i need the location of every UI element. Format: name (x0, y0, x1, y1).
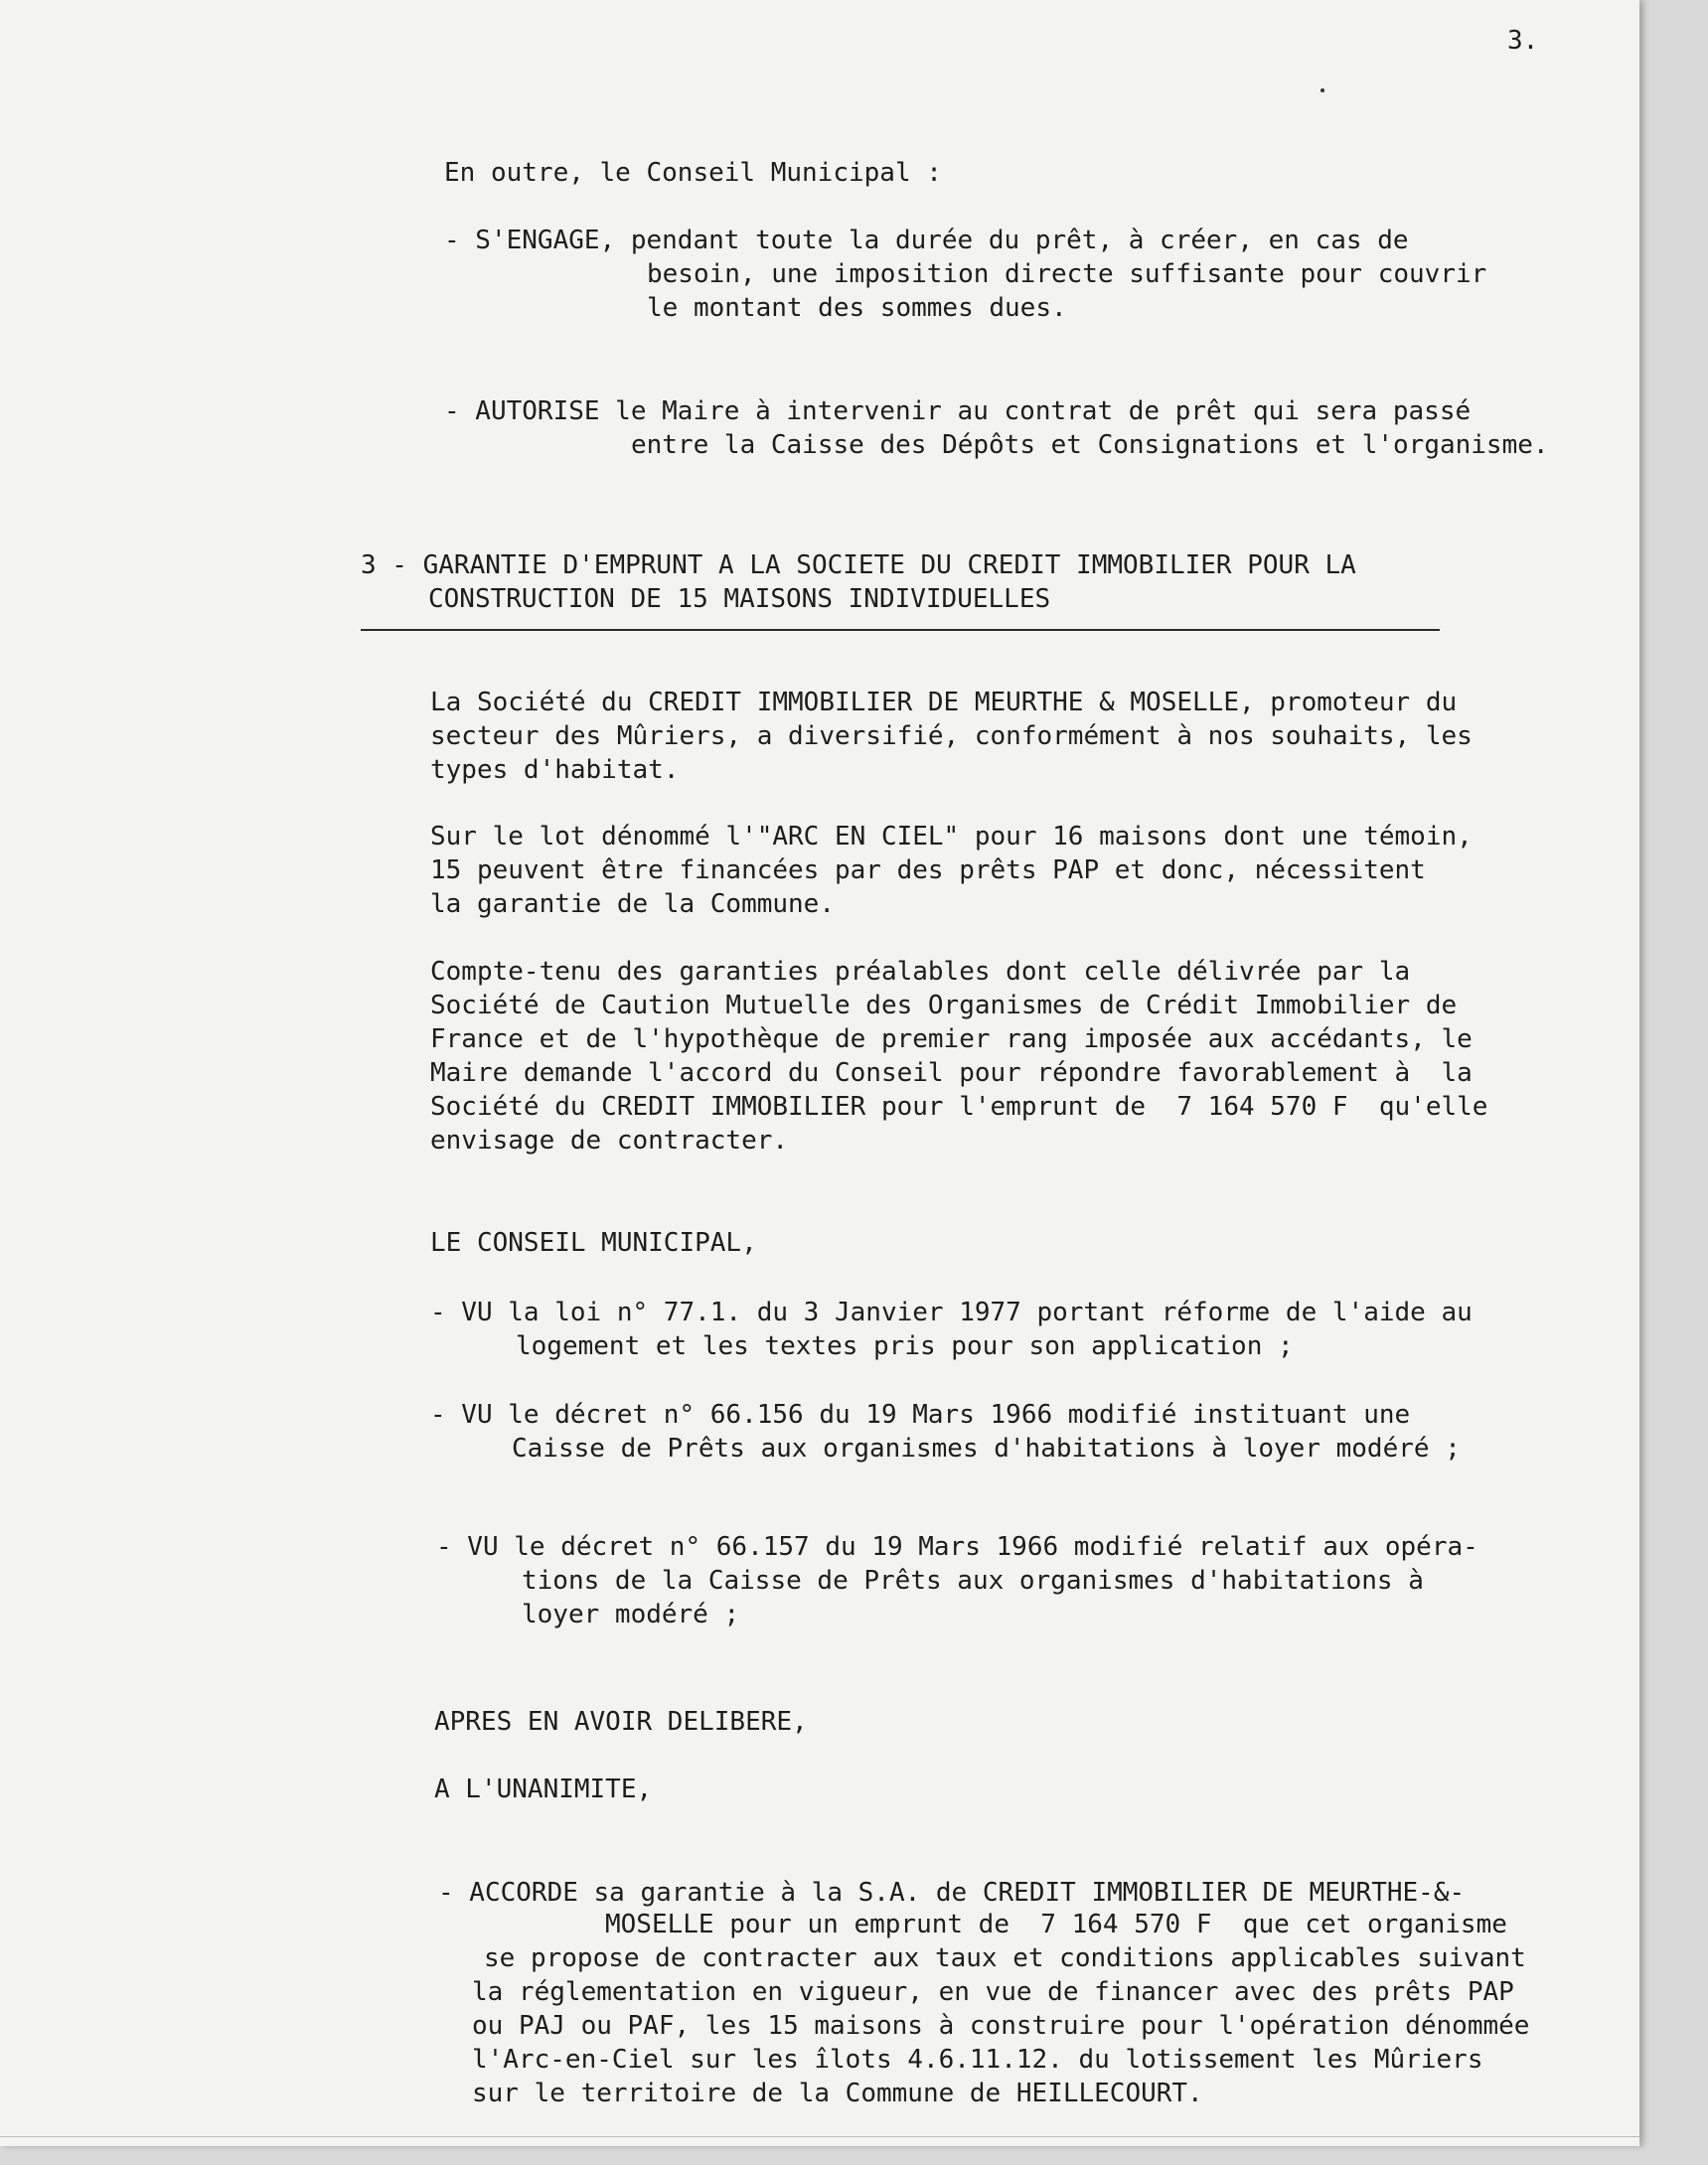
paragraph-1-line-1: La Société du CREDIT IMMOBILIER DE MEURTHE & MOSELLE, promoteur du (430, 688, 1458, 717)
accorde-line-5: ou PAJ ou PAF, les 15 maisons à construire pour l'opération dénommée (472, 2011, 1530, 2041)
paragraph-2-line-1: Sur le lot dénommé l'"ARC EN CIEL" pour 16 maisons dont une témoin, (430, 822, 1473, 851)
paragraph-3-line-1: Compte-tenu des garanties préalables dont celle délivrée par la (430, 957, 1411, 987)
paragraph-1-line-2: secteur des Mûriers, a diversifié, conformément à nos souhaits, les (430, 721, 1473, 751)
paragraph-3-line-2: Société de Caution Mutuelle des Organismes de Crédit Immobilier de (430, 991, 1458, 1020)
engage-line-2: besoin, une imposition directe suffisante pour couvrir (647, 259, 1487, 289)
paragraph-3-line-3: France et de l'hypothèque de premier rang imposée aux accédants, le (430, 1024, 1473, 1054)
section-title-underline (361, 629, 1440, 631)
vu-3-line-3: loyer modéré ; (522, 1600, 740, 1629)
engage-line-3: le montant des sommes dues. (647, 293, 1067, 323)
conseil-heading: LE CONSEIL MUNICIPAL, (430, 1228, 757, 1258)
section-title-line-1: 3 - GARANTIE D'EMPRUNT A LA SOCIETE DU CREDIT IMMOBILIER POUR LA (361, 550, 1356, 580)
engage-line-1: - S'ENGAGE, pendant toute la durée du prêt, à créer, en cas de (444, 226, 1409, 255)
accorde-line-1: - ACCORDE sa garantie à la S.A. de CREDIT IMMOBILIER DE MEURTHE-&- (438, 1878, 1466, 1908)
apres-heading: APRES EN AVOIR DELIBERE, (434, 1707, 808, 1737)
paragraph-3-line-4: Maire demande l'accord du Conseil pour répondre favorablement à la (430, 1058, 1473, 1088)
vu-3-line-2: tions de la Caisse de Prêts aux organismes d'habitations à (522, 1566, 1424, 1596)
accorde-line-4: la réglementation en vigueur, en vue de financer avec des prêts PAP (472, 1977, 1514, 2007)
accorde-line-6: l'Arc-en-Ciel sur les îlots 4.6.11.12. du lotissement les Mûriers (472, 2045, 1483, 2075)
autorise-line-2: entre la Caisse des Dépôts et Consignations et l'organisme. (631, 430, 1549, 460)
vu-2-line-1: - VU le décret n° 66.156 du 19 Mars 1966 modifié instituant une (430, 1400, 1411, 1430)
accorde-line-7: sur le territoire de la Commune de HEILLECOURT. (472, 2079, 1203, 2108)
vu-2-line-2: Caisse de Prêts aux organismes d'habitations à loyer modéré ; (512, 1434, 1461, 1464)
paragraph-2-line-3: la garantie de la Commune. (430, 889, 835, 919)
page-bottom-edge (0, 2136, 1639, 2137)
speck-mark (1320, 88, 1324, 92)
paragraph-1-line-3: types d'habitat. (430, 755, 680, 785)
paragraph-2-line-2: 15 peuvent être financées par des prêts PAP et donc, nécessitent (430, 855, 1426, 885)
accorde-line-3: se propose de contracter aux taux et conditions applicables suivant (484, 1943, 1526, 1973)
section-title-line-2: CONSTRUCTION DE 15 MAISONS INDIVIDUELLES (428, 584, 1051, 614)
vu-1-line-2: logement et les textes pris pour son application ; (516, 1331, 1294, 1361)
unanimite-heading: A L'UNANIMITE, (434, 1775, 653, 1804)
vu-3-line-1: - VU le décret n° 66.157 du 19 Mars 1966 modifié relatif aux opéra- (436, 1532, 1478, 1562)
paragraph-3-line-6: envisage de contracter. (430, 1126, 789, 1156)
autorise-line-1: - AUTORISE le Maire à intervenir au contrat de prêt qui sera passé (444, 396, 1472, 426)
intro-heading: En outre, le Conseil Municipal : (444, 158, 942, 188)
paragraph-3-line-5: Société du CREDIT IMMOBILIER pour l'emprunt de 7 164 570 F qu'elle (430, 1092, 1488, 1122)
page-number: 3. (1507, 26, 1539, 56)
accorde-line-2: MOSELLE pour un emprunt de 7 164 570 F que cet organisme (605, 1910, 1507, 1939)
vu-1-line-1: - VU la loi n° 77.1. du 3 Janvier 1977 portant réforme de l'aide au (430, 1298, 1473, 1327)
